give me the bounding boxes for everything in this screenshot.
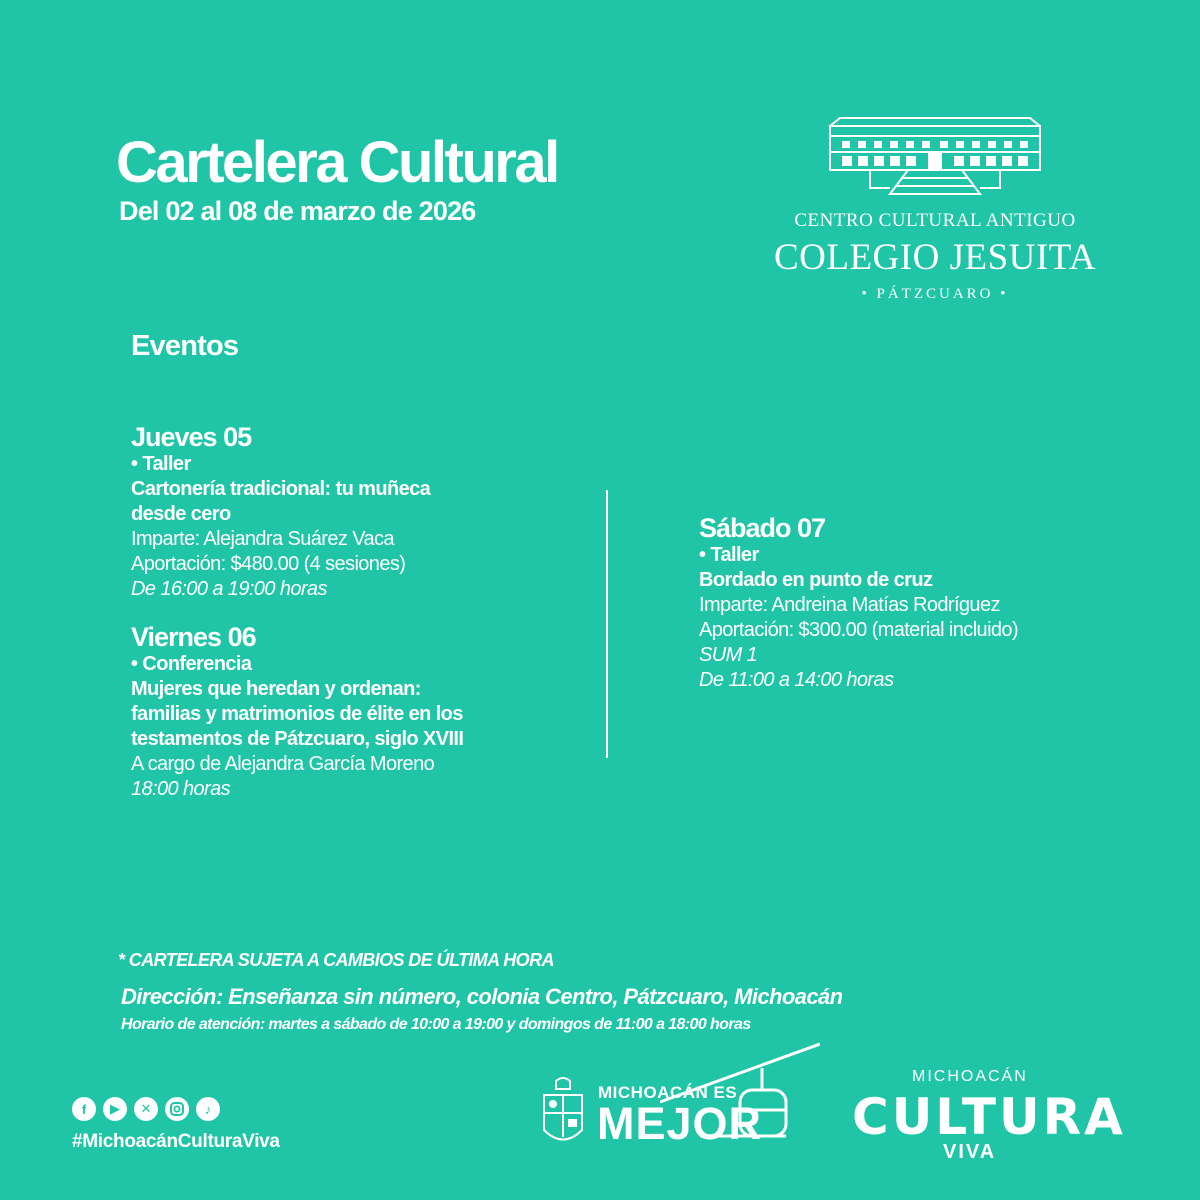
event-name-line: Mujeres que heredan y ordenan: (131, 678, 421, 700)
event-price: Aportación: $480.00 (4 sesiones) (131, 553, 406, 575)
event-sabado (699, 513, 1018, 693)
hashtag: #MichoacánCulturaViva (72, 1131, 280, 1152)
event-time: 18:00 horas (131, 778, 231, 800)
event-jueves (131, 422, 430, 602)
facebook-icon[interactable]: f (72, 1097, 96, 1121)
event-type: • Taller (699, 544, 759, 566)
event-venue: SUM 1 (699, 644, 758, 666)
page-title: Cartelera Cultural (116, 130, 558, 195)
event-name-line: testamentos de Pátzcuaro, siglo XVIII (131, 728, 464, 750)
event-type: • Conferencia (131, 653, 252, 675)
event-day: Viernes 06 (131, 622, 256, 652)
date-range: Del 02 al 08 de marzo de 2026 (119, 196, 476, 226)
schedule-notice: * CARTELERA SUJETA A CAMBIOS DE ÚLTIMA HORA (118, 950, 554, 970)
event-name-line: Bordado en punto de cruz (699, 569, 933, 591)
address: Dirección: Enseñanza sin número, colonia Centro, Pátzcuaro, Michoacán (121, 984, 843, 1009)
michoacan-logo-top: MICHOACÁN ES (598, 1083, 738, 1102)
venue-logo-line2: COLEGIO JESUITA (773, 237, 1097, 278)
event-name-line: desde cero (131, 503, 231, 525)
event-time: De 16:00 a 19:00 horas (131, 578, 327, 600)
building-icon (820, 112, 1050, 198)
column-divider (606, 490, 608, 758)
cultura-logo-top: MICHOACÁN (912, 1068, 1028, 1085)
cultura-logo-big: CULTURA (852, 1088, 1126, 1146)
event-viernes (131, 622, 463, 802)
tiktok-icon[interactable]: ♪ (196, 1097, 220, 1121)
instagram-icon[interactable] (165, 1097, 189, 1121)
event-time: De 11:00 a 14:00 horas (699, 669, 894, 691)
venue-logo-line3: • PÁTZCUARO • (861, 286, 1009, 302)
opening-hours: Horario de atención: martes a sábado de 10:00 a 19:00 y domingos de 11:00 a 18:00 horas (121, 1016, 751, 1033)
event-day: Jueves 05 (131, 422, 252, 452)
event-instructor: Imparte: Alejandra Suárez Vaca (131, 528, 394, 550)
event-name-line: Cartonería tradicional: tu muñeca (131, 478, 431, 500)
cultura-logo-bottom: VIVA (943, 1141, 997, 1163)
event-price: Aportación: $300.00 (material incluido) (699, 619, 1019, 641)
coat-of-arms-icon (538, 1075, 588, 1153)
section-title: Eventos (131, 330, 239, 362)
event-day: Sábado 07 (699, 513, 826, 543)
youtube-icon[interactable]: ▶ (103, 1097, 127, 1121)
michoacan-logo-big: MEJOR (597, 1098, 763, 1149)
x-icon[interactable]: ✕ (134, 1097, 158, 1121)
venue-logo-line1: CENTRO CULTURAL ANTIGUO (794, 210, 1076, 231)
event-speaker: A cargo de Alejandra García Moreno (131, 753, 435, 775)
event-type: • Taller (131, 453, 191, 475)
event-instructor: Imparte: Andreina Matías Rodríguez (699, 594, 1000, 616)
social-icons (72, 1097, 220, 1121)
event-name-line: familias y matrimonios de élite en los (131, 703, 463, 725)
